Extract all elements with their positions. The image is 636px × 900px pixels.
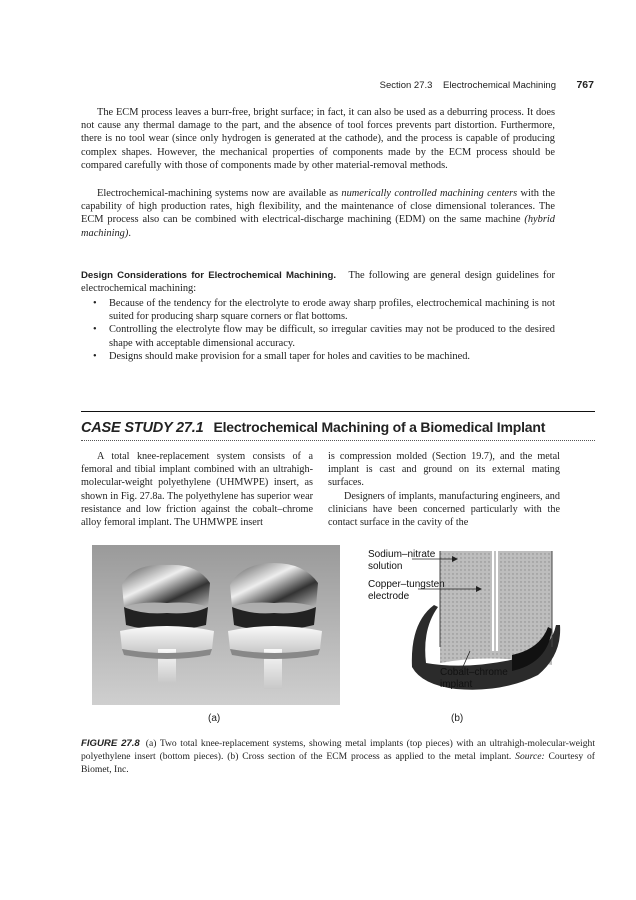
callout-implant-line1: Cobalt–chrome	[440, 667, 508, 678]
list-item: • Controlling the electrolyte flow may be difficult, so irregular cavities may not be produced to the desired shape with acceptable dimensional accuracy.	[93, 324, 555, 349]
paragraph-design-considerations: Design Considerations for Electrochemical Machining. The following are general design guidelines for electrochemical machining:	[81, 270, 555, 295]
case-study-heading	[81, 419, 601, 436]
term-nc-centers: numerically controlled machining centers	[341, 188, 518, 199]
list-item: • Because of the tendency for the electrolyte to erode away sharp profiles, electrochemical machining is not suited for producing sharp square corners or flat bottoms.	[93, 298, 555, 323]
callout-electrode-line2: electrode	[368, 591, 410, 602]
figure-label-a: (a)	[208, 713, 221, 724]
case-study-label: CASE STUDY 27.1	[81, 420, 204, 436]
case-study-right-column: is compression molded (Section 19.7), and the metal implant is cast and ground on its external mating surfaces. Designers of implants, manufacturing engineers, and clinicians have been concerned particularly with the contact surface in the cavity of the	[328, 451, 560, 529]
term-hybrid-machining: (hybrid machining)	[81, 214, 555, 239]
callout-solution-line1: Sodium–nitrate	[368, 549, 436, 560]
case-study-title: Electrochemical Machining of a Biomedical Implant	[213, 419, 546, 435]
callout-solution-line2: solution	[368, 561, 403, 572]
case-study-rule	[81, 411, 595, 412]
design-heading: Design Considerations for Electrochemical Machining.	[81, 270, 337, 281]
figure-caption-label: FIGURE 27.8	[81, 738, 140, 749]
case-study-dotted-rule	[81, 440, 595, 441]
case-study-left-column: A total knee-replacement system consists of a femoral and tibial implant combined with an ultrahigh-molecular-weight polyethylene (UHMWPE) insert, as shown in Fig. 27.8a. The polyethylene has superior wear resistance and low friction against the cobalt–chrome alloy femoral implant. The UHMWPE insert	[81, 451, 313, 529]
design-guidelines-list	[93, 297, 555, 363]
page-number: 767	[576, 79, 594, 91]
paragraph-ecm-surface: The ECM process leaves a burr-free, bright surface; in fact, it can also be used as a deburring process. It does not cause any thermal damage to the part, and the absence of tool forces prevents part distortion. Furthermore, there is no tool wear (since only hydrogen is generated at the cathode), and the process is capable of producing complex shapes. However, the mechanical properties of components made by the ECM process should be compared carefully with those of components made by other material-removal methods.	[81, 107, 555, 171]
figure-b-ecm-cross-section	[352, 545, 574, 715]
callout-electrode-line1: Copper–tungsten	[368, 579, 445, 590]
header-section: Section 27.3 Electrochemical Machining	[379, 80, 556, 91]
figure-caption: FIGURE 27.8 (a) Two total knee-replacement systems, showing metal implants (top pieces) with an ultrahigh-molecular-weight polyethylene insert (bottom pieces). (b) Cross section of the ECM process as applied to the metal implant. Source: Courtesy of Biomet, Inc.	[81, 738, 595, 775]
running-header	[0, 79, 636, 93]
paragraph-ecm-systems: Electrochemical-machining systems now are available as numerically controlled machining centers with the capability of high production rates, high flexibility, and the maintenance of close dimensional tolerances. The ECM process also can be combined with electrical-discharge machining (EDM) on the same machine (hybrid machining).	[81, 188, 555, 239]
figure-label-b: (b)	[451, 713, 464, 724]
callout-implant-line2: implant	[440, 679, 473, 690]
list-item: • Designs should make provision for a small taper for holes and cavities to be machined.	[93, 350, 470, 362]
figure-a-knee-implants-photo	[92, 545, 340, 705]
